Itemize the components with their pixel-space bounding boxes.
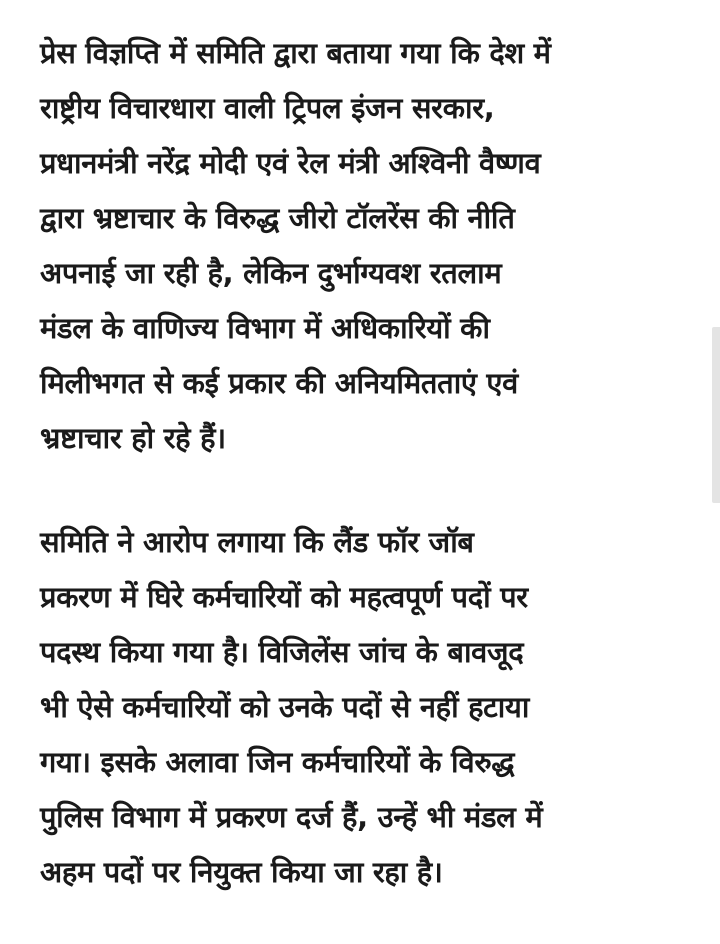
text-line: अहम पदों पर नियुक्त किया जा रहा है।	[40, 855, 443, 889]
text-line: पदस्थ किया गया है। विजिलेंस जांच के बावजूद	[40, 635, 524, 669]
text-line: समिति ने आरोप लगाया कि लैंड फॉर जॉब	[40, 525, 474, 559]
text-line: मिलीभगत से कई प्रकार की अनियमितताएं एवं	[40, 366, 518, 400]
text-line: भ्रष्टाचार हो रहे हैं।	[40, 421, 226, 455]
text-line: मंडल के वाणिज्य विभाग में अधिकारियों की	[40, 311, 490, 345]
text-line: अपनाई जा रही है, लेकिन दुर्भाग्यवश रतलाम	[40, 256, 502, 290]
text-line: प्रकरण में घिरे कर्मचारियों को महत्वपूर्ण पदों पर	[40, 580, 528, 614]
text-line: राष्ट्रीय विचारधारा वाली ट्रिपल इंजन सरकार,	[40, 91, 495, 125]
text-line: प्रधानमंत्री नरेंद्र मोदी एवं रेल मंत्री अश्विनी वैष्णव	[40, 146, 541, 180]
text-line: भी ऐसे कर्मचारियों को उनके पदों से नहीं हटाया	[40, 690, 530, 724]
text-line: द्वारा भ्रष्टाचार के विरुद्ध जीरो टॉलरेंस की नीति	[40, 201, 515, 235]
text-line: पुलिस विभाग में प्रकरण दर्ज हैं, उन्हें भी मंडल में	[40, 800, 543, 834]
text-line: प्रेस विज्ञप्ति में समिति द्वारा बताया गया कि देश में	[40, 36, 551, 70]
scrollbar-thumb[interactable]	[712, 327, 720, 503]
article-body	[40, 26, 708, 900]
paragraph-1	[40, 26, 708, 466]
text-line: गया। इसके अलावा जिन कर्मचारियों के विरुद्ध	[40, 745, 515, 779]
paragraph-2	[40, 515, 708, 900]
